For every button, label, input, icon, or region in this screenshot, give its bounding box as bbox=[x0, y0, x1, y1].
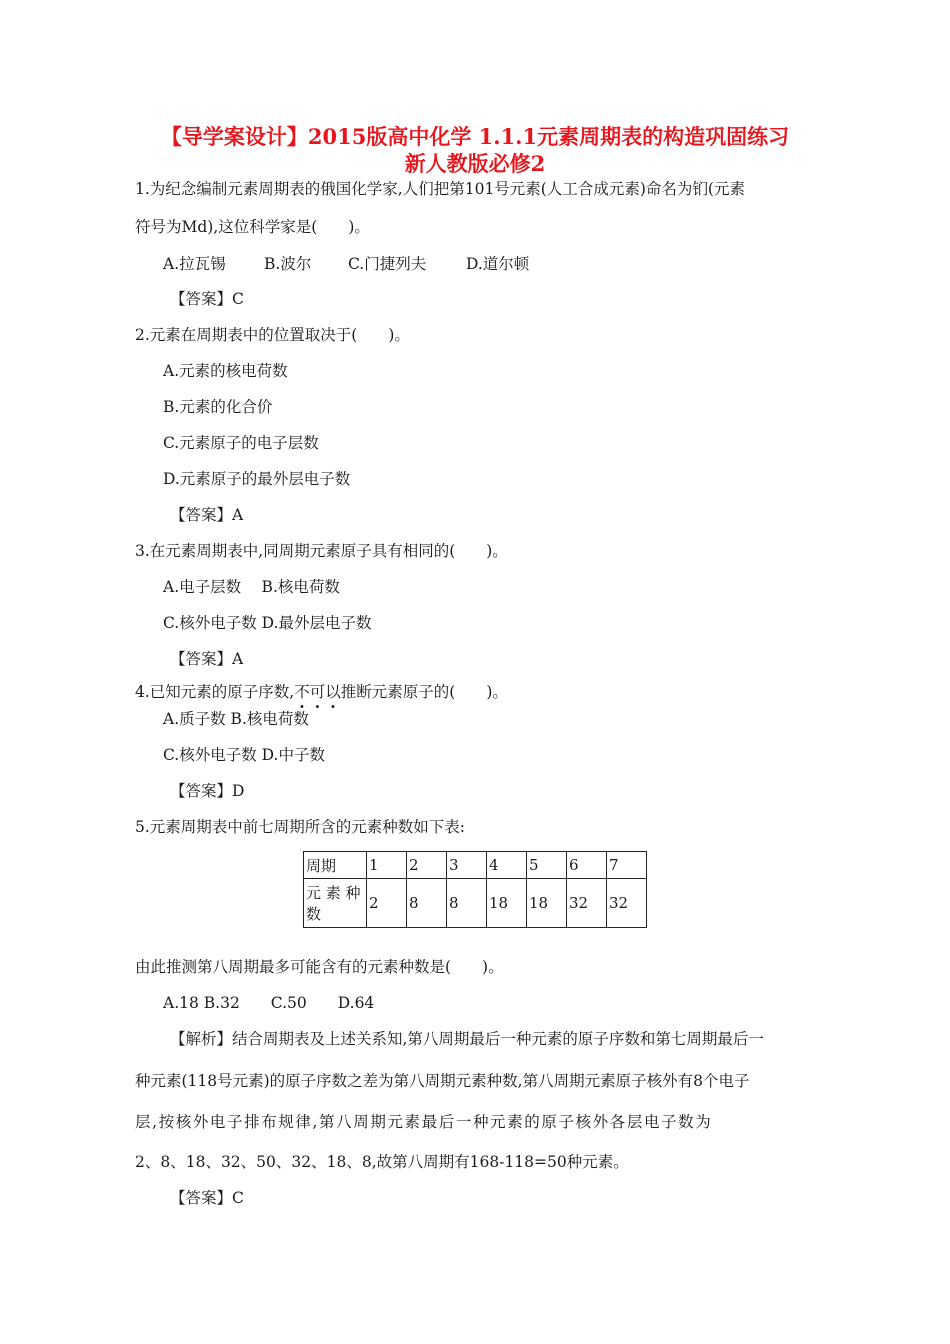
table-row bbox=[304, 852, 647, 879]
q1-option-b: B.波尔 bbox=[264, 255, 312, 273]
table-cell-period: 5 bbox=[527, 852, 567, 879]
table-cell-count: 18 bbox=[487, 879, 527, 928]
q4-stem bbox=[135, 682, 508, 702]
q5-analysis-line4: 2、8、18、32、50、32、18、8,故第八周期有168-118=50种元素。 bbox=[135, 1153, 629, 1171]
q4-emphasis-char: 可 bbox=[309, 683, 326, 701]
q5-options: A.18 B.32 C.50 D.64 bbox=[163, 994, 375, 1012]
table-cell-period: 2 bbox=[407, 852, 447, 879]
q3-options-line2: C.核外电子数 D.最外层电子数 bbox=[163, 614, 372, 632]
table-cell-period: 4 bbox=[487, 852, 527, 879]
q2-stem: 2.元素在周期表中的位置取决于( )。 bbox=[135, 326, 410, 344]
q2-option-c: C.元素原子的电子层数 bbox=[163, 434, 319, 452]
q4-options-line1: A.质子数 B.核电荷数 bbox=[163, 710, 309, 728]
q1-option-c: C.门捷列夫 bbox=[348, 255, 427, 273]
q4-emphasis-char: 以 bbox=[325, 683, 341, 701]
q1-option-a: A.拉瓦锡 bbox=[163, 255, 226, 273]
table-cell-period: 6 bbox=[567, 852, 607, 879]
table-header-line: 数 bbox=[306, 905, 322, 923]
table-header-period: 周期 bbox=[304, 852, 367, 879]
table-cell-count: 32 bbox=[567, 879, 607, 928]
q4-answer: 【答案】D bbox=[170, 782, 245, 800]
q4-emphasis-char: 不 bbox=[294, 683, 310, 701]
q2-option-b: B.元素的化合价 bbox=[163, 398, 273, 416]
q4-options-line2: C.核外电子数 D.中子数 bbox=[163, 746, 325, 764]
q3-stem: 3.在元素周期表中,同周期元素原子具有相同的( )。 bbox=[135, 542, 508, 560]
table-cell-count: 8 bbox=[407, 879, 447, 928]
table-cell-period: 3 bbox=[447, 852, 487, 879]
table-header-line: 元 素 种 bbox=[306, 884, 361, 902]
table-cell-count: 18 bbox=[527, 879, 567, 928]
q3-answer: 【答案】A bbox=[170, 650, 244, 668]
q1-answer: 【答案】C bbox=[170, 290, 244, 308]
q1-option-d: D.道尔顿 bbox=[466, 255, 530, 273]
document-title: 【导学案设计】2015版高中化学 1.1.1元素周期表的构造巩固练习 bbox=[160, 124, 790, 149]
q5-analysis-line2: 种元素(118号元素)的原子序数之差为第八周期元素种数,第八周期元素原子核外有8个电子 bbox=[135, 1072, 750, 1090]
table-row bbox=[304, 879, 647, 928]
q4-stem-pre: 4.已知元素的原子序数, bbox=[135, 683, 295, 701]
q1-stem-line2: 符号为Md),这位科学家是( )。 bbox=[135, 218, 370, 236]
q1-stem-line1: 1.为纪念编制元素周期表的俄国化学家,人们把第101号元素(人工合成元素)命名为钔(元素 bbox=[135, 180, 745, 198]
table-cell-period: 7 bbox=[607, 852, 647, 879]
table-cell-count: 8 bbox=[447, 879, 487, 928]
q2-answer: 【答案】A bbox=[170, 506, 244, 524]
q2-option-d: D.元素原子的最外层电子数 bbox=[163, 470, 351, 488]
period-element-table bbox=[303, 851, 647, 928]
q3-options-line1: A.电子层数 B.核电荷数 bbox=[163, 578, 340, 596]
q2-option-a: A.元素的核电荷数 bbox=[163, 362, 288, 380]
q5-answer: 【答案】C bbox=[170, 1189, 244, 1207]
document-subtitle: 新人教版必修2 bbox=[404, 151, 546, 176]
table-cell-count: 2 bbox=[367, 879, 407, 928]
q5-question: 由此推测第八周期最多可能含有的元素种数是( )。 bbox=[135, 958, 504, 976]
table-cell-period: 1 bbox=[367, 852, 407, 879]
table-header-element-count bbox=[304, 879, 367, 928]
q4-stem-post: 推断元素原子的( )。 bbox=[340, 683, 508, 701]
q5-analysis-line3: 层,按核外电子排布规律,第八周期元素最后一种元素的原子核外各层电子数为 bbox=[135, 1113, 713, 1131]
q5-analysis-line1: 【解析】结合周期表及上述关系知,第八周期最后一种元素的原子序数和第七周期最后一 bbox=[170, 1030, 764, 1048]
q5-stem: 5.元素周期表中前七周期所含的元素种数如下表: bbox=[135, 818, 466, 836]
table-cell-count: 32 bbox=[607, 879, 647, 928]
